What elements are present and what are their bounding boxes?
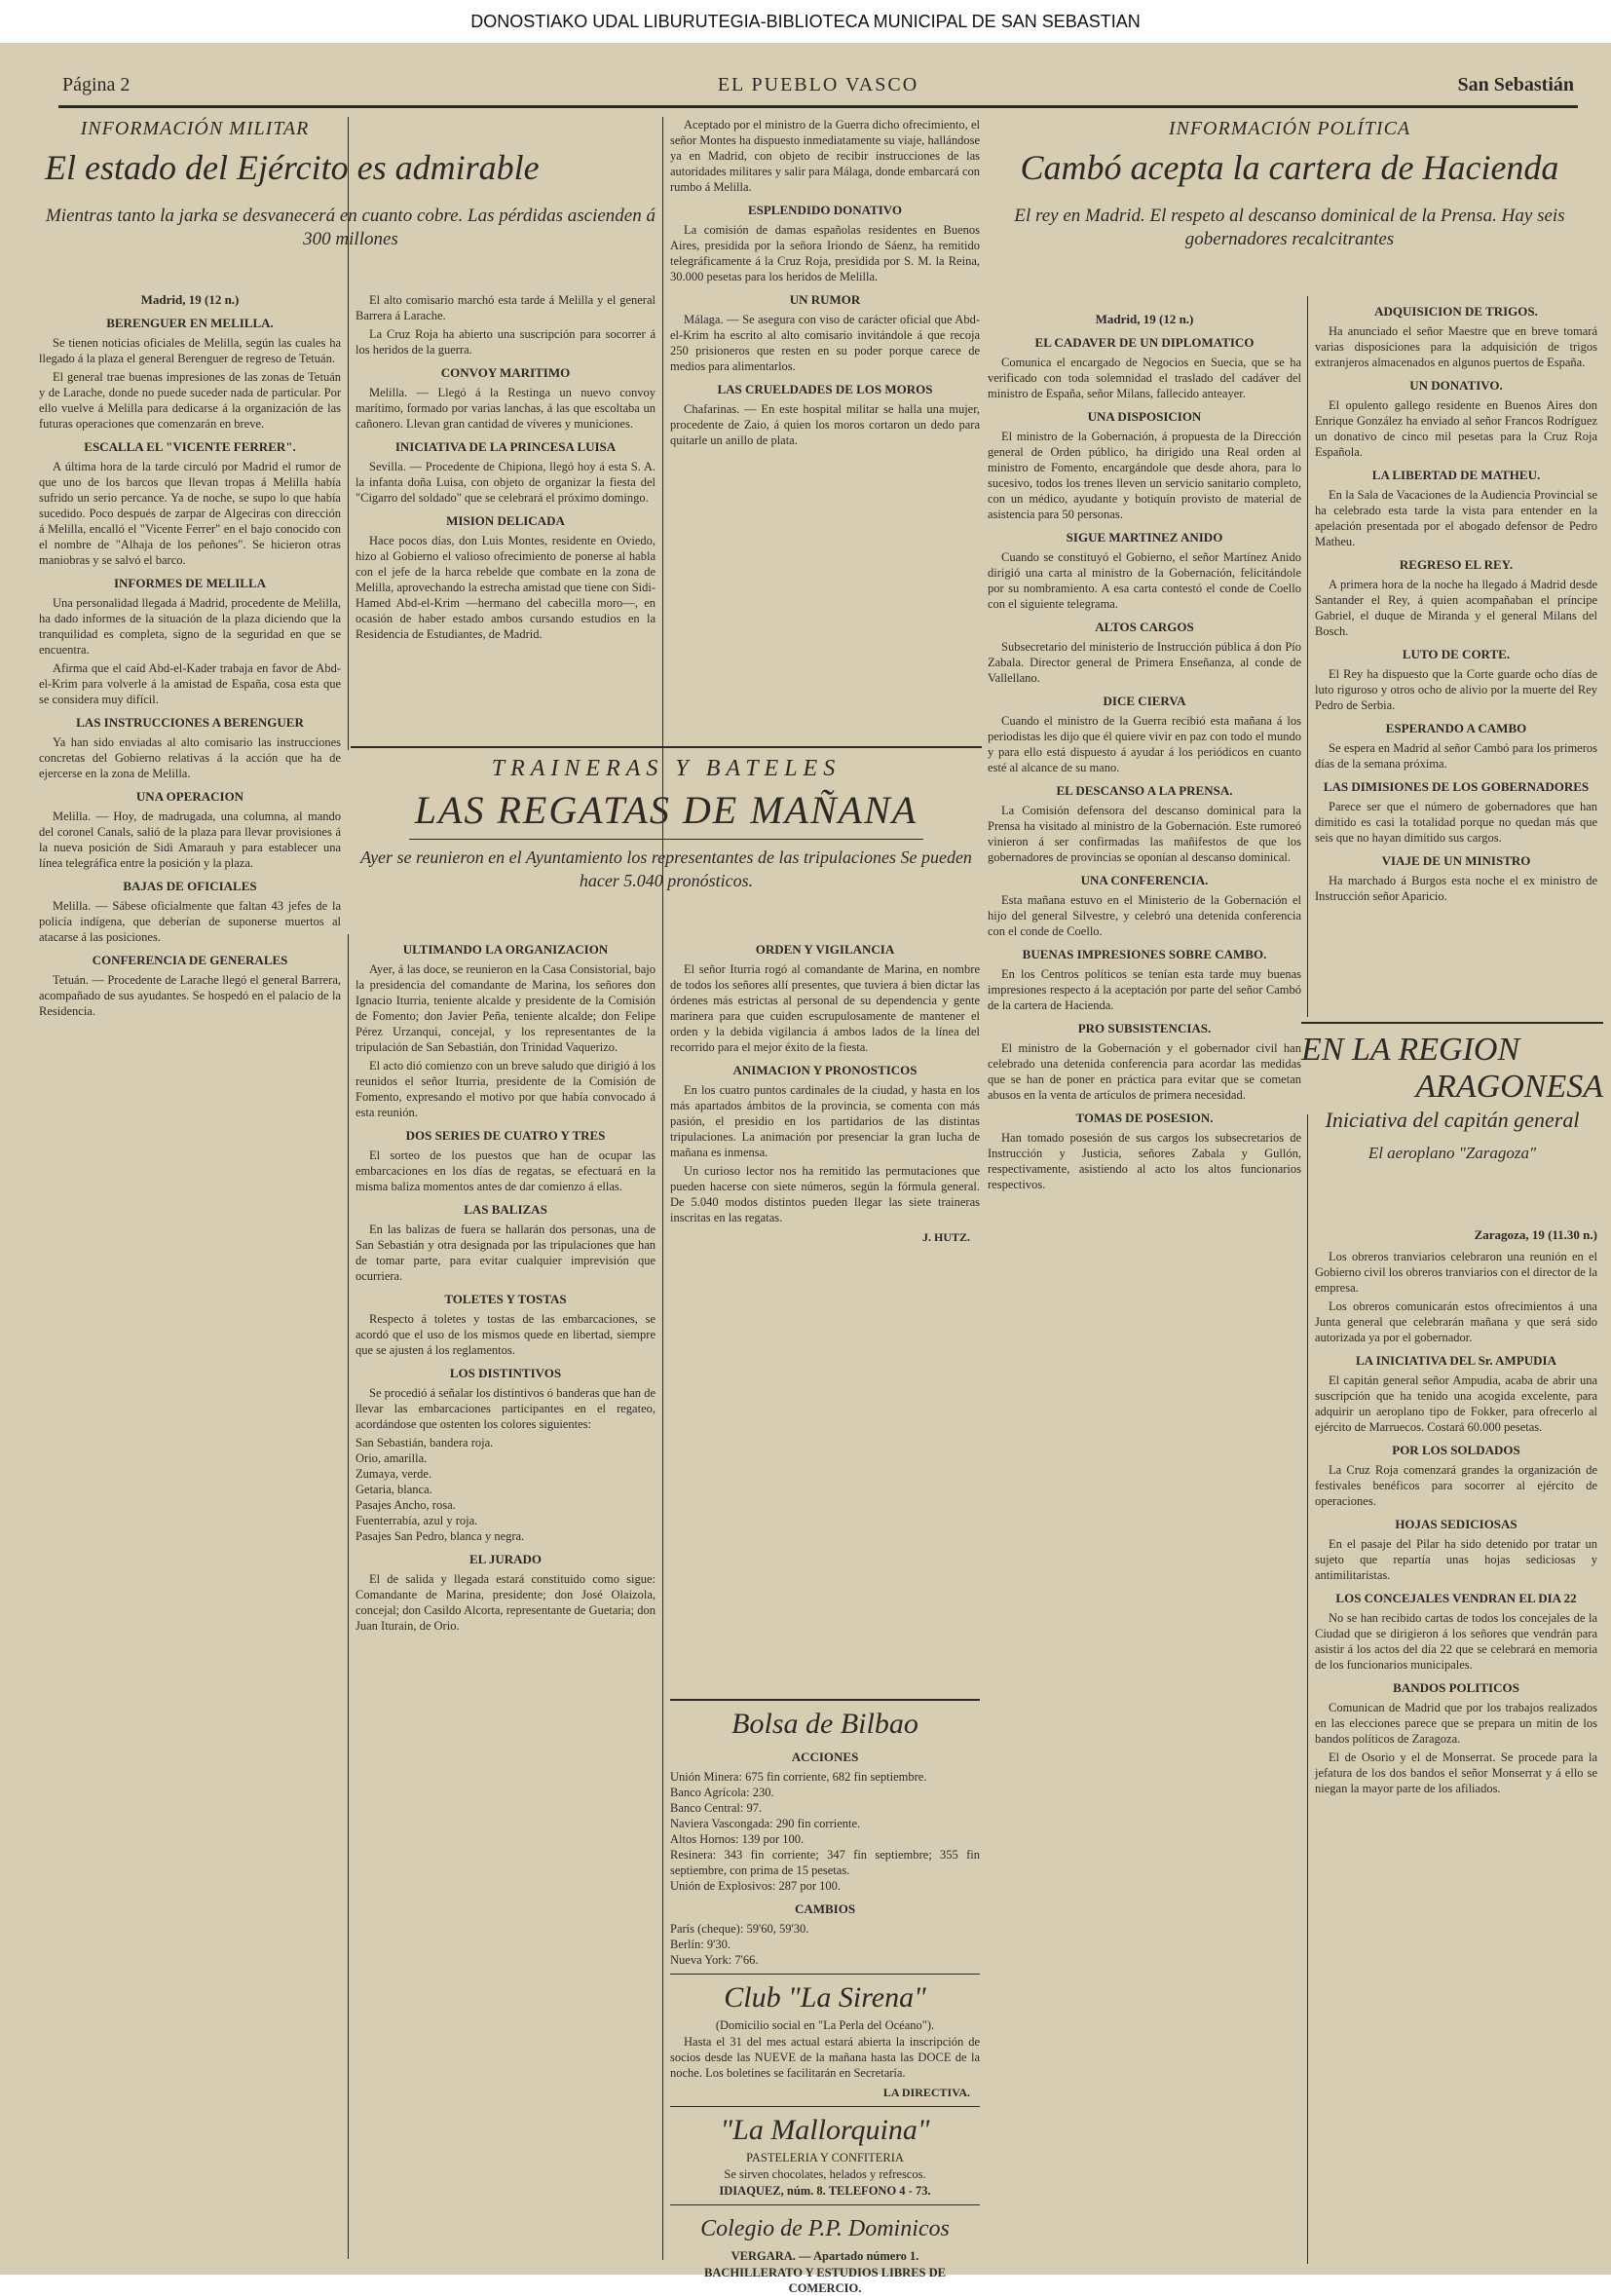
paragraph: El opulento gallego residente en Buenos Aires don Enrique González ha enviado al señor Francos Rodríguez un donativo de cinco mil pesetas para la Cruz Roja Española. <box>1315 398 1597 459</box>
column-3 <box>670 117 980 740</box>
subheading: EL DESCANSO A LA PRENSA. <box>1056 783 1233 798</box>
subheading: ESCALLA EL "VICENTE FERRER". <box>84 439 296 454</box>
paragraph: Ayer, á las doce, se reunieron en la Casa Consistorial, bajo la presidencia del comandante de Marina, los señores don Ignacio Iturria, teniente alcalde y presidente de la Comisión de Fomento; don Javier Peña, teniente alcalde; don Felipe Pérez Urzanqui, concejal, y los representantes de la tripulación de San Sebastián, don Trinidad Vaquerizo. <box>356 962 656 1054</box>
subheading: BUENAS IMPRESIONES SOBRE CAMBO. <box>1022 947 1267 961</box>
subheading: SIGUE MARTINEZ ANIDO <box>1066 530 1223 545</box>
column-rule <box>662 117 663 2260</box>
paragraph: El sorteo de los puestos que han de ocupar las embarcaciones en los días de regatas, se efectuará en la misma baliza momentos antes de dar comienzo á ellas. <box>356 1148 656 1193</box>
paragraph: El de Osorio y el de Monserrat. Se procede para la jefatura de los dos bandos el señor Monserrat y á ello se niegan la mayor parte de los afiliados. <box>1315 1750 1597 1795</box>
cambio-lines <box>670 1921 980 1968</box>
subheading: TOLETES Y TOSTAS <box>444 1292 567 1306</box>
subheading: CAMBIOS <box>794 1901 856 1916</box>
paragraph: El ministro de la Gobernación y el gobernador civil han celebrado una detenida conferencia para acordar las medidas que se han de poner en práctica para evitar que se cometan abusos en la venta de artículos de primera necesidad. <box>988 1041 1301 1102</box>
subheading: UN RUMOR <box>789 292 861 307</box>
page-number: Página 2 <box>62 74 131 95</box>
subheading: ACCIONES <box>791 1750 859 1764</box>
paragraph: Hace pocos días, don Luis Montes, residente en Oviedo, hizo al Gobierno el valioso ofrecimiento de ponerse al habla con el jefe de la harca rebelde que combate en la zona de Melilla, aprovechando la estrecha amistad que tiene con Sidi-Hamed Abd-el-Krim —hermano del cabecilla moro—, en ocasión de haber estado ambos cursando estudios en la Residencia de Estudiantes, de Madrid. <box>356 534 656 641</box>
masthead <box>58 66 1578 108</box>
bolsa-and-ads <box>670 1699 980 2295</box>
subheading: EL CADAVER DE UN DIPLOMATICO <box>1034 335 1255 350</box>
paragraph: Una personalidad llegada á Madrid, procedente de Melilla, ha dado informes de la situación de la plaza diciendo que la tranquilidad es completa, signo de la seguridad en que se encuentra. <box>39 596 341 657</box>
regatas-header <box>351 746 982 933</box>
headline-deck: Mientras tanto la jarka se desvanecerá en cuanto cobre. Las pérdidas ascienden á 300 millones <box>45 206 656 249</box>
paragraph: Chafarinas. — En este hospital militar se halla una mujer, procedente de Zaio, á quien los moros cortaron un dedo para quitarle un anillo de plata. <box>670 402 980 447</box>
subheading: ULTIMANDO LA ORGANIZACION <box>402 942 609 957</box>
regatas-column-a <box>356 934 656 2259</box>
dateline: Zaragoza, 19 (11.30 n.) <box>1474 1227 1597 1242</box>
column-6-bottom <box>1315 1222 1597 2264</box>
paragraph: Los obreros tranviarios celebraron una reunión en el Gobierno civil los obreros tranviarios con el director de la empresa. <box>1315 1250 1597 1295</box>
aragon-deck: Iniciativa del capitán general <box>1325 1108 1580 1132</box>
divider <box>670 2204 980 2205</box>
paragraph: El general trae buenas impresiones de las zonas de Tetuán y de Larache, donde no puede suceder nada de particular. Por ello vuelve á Melilla para dedicarse á la organización de las futuras operaciones que comenzarán en breve. <box>39 370 341 431</box>
subheading: LA LIBERTAD DE MATHEU. <box>1371 468 1541 482</box>
column-1 <box>39 286 341 2264</box>
paragraph: Comunican de Madrid que por los trabajos realizados en las elecciones parece que se prepara un mitin de los bandos políticos de Zaragoza. <box>1315 1701 1597 1746</box>
list-item: Unión Minera: 675 fin corriente, 682 fin septiembre. <box>670 1770 927 1784</box>
paragraph: El Rey ha dispuesto que la Corte guarde ocho días de luto riguroso y otros ocho de alivio por la muerte del Rey Pedro de Serbia. <box>1315 667 1597 712</box>
subheading: HOJAS SEDICIOSAS <box>1395 1517 1517 1531</box>
colegio-subtitle: VERGARA. — Apartado número 1. <box>731 2249 919 2263</box>
paragraph: Se procedió á señalar los distintivos ó banderas que han de llevar las embarcaciones participantes en el regateo, acordándose que ostenten los colores siguientes: <box>356 1386 656 1431</box>
list-item: Unión de Explosivos: 287 por 100. <box>670 1879 841 1893</box>
paragraph: Subsecretario del ministerio de Instrucción pública á don Pío Zabala. Director general de Primera Enseñanza, al conde de Vallellano. <box>988 640 1301 685</box>
subheading: LOS DISTINTIVOS <box>449 1366 562 1380</box>
aragon-header <box>1301 1022 1603 1219</box>
subheading: BANDOS POLITICOS <box>1393 1680 1519 1695</box>
subheading: LOS CONCEJALES VENDRAN EL DIA 22 <box>1335 1591 1577 1605</box>
paragraph: En las balizas de fuera se hallarán dos personas, una de San Sebastián y otra designada por las tripulaciones que han de tomar parte, para evitar cualquier imprevisión que ocurriera. <box>356 1223 656 1283</box>
regatas-deck: Ayer se reunieron en el Ayuntamiento los representantes de las tripulaciones Se pueden hacer 5.040 pronósticos. <box>360 847 972 890</box>
paragraph: En los cuatro puntos cardinales de la ciudad, y hasta en los más apartados ámbitos de la provincia, se comenta con más pasión, el presidio en los partidarios de las distintas tripulaciones. La animación por presenciar la gran lucha de mañana es inmensa. <box>670 1083 980 1159</box>
library-banner: DONOSTIAKO UDAL LIBURUTEGIA-BIBLIOTECA MUNICIPAL DE SAN SEBASTIAN <box>0 0 1611 43</box>
paragraph: Sevilla. — Procedente de Chipiona, llegó hoy á esta S. A. la infanta doña Luisa, con objeto de organizar la fiesta del "Cigarro del soldado" que se celebrará el próximo domingo. <box>356 460 656 505</box>
list-item: Getaria, blanca. <box>356 1483 432 1496</box>
paragraph: Esta mañana estuvo en el Ministerio de la Gobernación el hijo del general Silvestre, y celebró una detenida conferencia con el conde de Coello. <box>988 893 1301 938</box>
subheading: POR LOS SOLDADOS <box>1392 1443 1520 1457</box>
paragraph: Han tomado posesión de sus cargos los subsecretarios de Instrucción y Justicia, señores Zabala y Gullón, respectivamente, asistiendo al acto los altos funcionarios respectivos. <box>988 1131 1301 1191</box>
paragraph: El ministro de la Gobernación, á propuesta de la Dirección general de Orden público, ha dirigido una Real orden al ministro de Fomento, encargándole que desde ahora, para lo sucesivo, todos los trenes lleven un servicio sanitario completo, con un médico, ayudante y botiquín provisto de material de asistencia para 50 personas. <box>988 430 1301 521</box>
subheading: LAS CRUELDADES DE LOS MOROS <box>717 382 933 396</box>
paragraph: La comisión de damas españolas residentes en Buenos Aires, presidida por la señora Iriondo de Sáenz, ha remitido telegráficamente á la Cruz Roja, presidida por S. M. la Reina, 30.000 pesetas para los heridos de Melilla. <box>670 223 980 283</box>
subheading: LAS BALIZAS <box>464 1202 547 1217</box>
subheading: PRO SUBSISTENCIAS. <box>1077 1021 1212 1035</box>
list-item: Naviera Vascongada: 290 fin corriente. <box>670 1817 861 1830</box>
column-6 <box>1315 296 1597 1017</box>
politica-header <box>988 117 1592 312</box>
section-kicker: TRAINERAS Y BATELES <box>491 756 842 781</box>
list-item: Pasajes San Pedro, blanca y negra. <box>356 1529 525 1543</box>
subheading: ESPERANDO A CAMBO <box>1385 721 1527 735</box>
column-5 <box>988 306 1301 2264</box>
paragraph: El acto dió comienzo con un breve saludo que dirigió á los reunidos el señor Iturria, presidente de la Comisión de Fomento, expresando el motivo por que había convocado á esta reunión. <box>356 1059 656 1119</box>
list-item: Banco Central: 97. <box>670 1801 763 1815</box>
list-item: San Sebastián, bandera roja. <box>356 1436 494 1449</box>
subheading: UNA CONFERENCIA. <box>1080 873 1209 887</box>
column-rule <box>1307 1114 1308 2264</box>
paragraph: Málaga. — Se asegura con viso de carácter oficial que Abd-el-Krim ha escrito al alto comisario invitándole á que recoja 250 prisioneros que resten en su poder porque carece de medios para alimentarlos. <box>670 313 980 373</box>
subheading: INFORMES DE MELILLA <box>113 576 267 590</box>
paragraph: El capitán general señor Ampudia, acaba de abrir una suscripción que ha tenido una acogida excelente, para adquirir un aeroplano tipo de Fokker, para ofrecerlo al ejército de Marruecos. Costará 60.000 pesetas. <box>1315 1374 1597 1434</box>
paragraph: El alto comisario marchó esta tarde á Melilla y el general Barrera á Larache. <box>356 293 656 322</box>
sirena-title: Club "La Sirena" <box>724 1981 926 2014</box>
paragraph: Se espera en Madrid al señor Cambó para los primeros días de la semana próxima. <box>1315 741 1597 771</box>
paragraph: El señor Iturria rogó al comandante de Marina, en nombre de todos los señores allí presentes, que tuviera á bien dictar las órdenes más estrictas al personal de su dependencia y gente marinera para que cuiden escrupulosamente de mantener el orden y la debida vigilancia á ambos lados de la línea del recorrido para el mejor éxito de la fiesta. <box>670 962 980 1054</box>
aragon-deck-2: El aeroplano "Zaragoza" <box>1367 1144 1537 1162</box>
paragraph: Un curioso lector nos ha remitido las permutaciones que pueden hacerse con siete números, según la fórmula general. De 5.040 modos distintos pueden llegar las siete traineras inscritas en las regatas. <box>670 1164 980 1224</box>
subheading: ORDEN Y VIGILANCIA <box>755 942 895 957</box>
list-item: Nueva York: 7'66. <box>670 1953 759 1967</box>
paragraph: Melilla. — Hoy, de madrugada, una columna, al mando del coronel Canals, salió de la plaza para llevar provisiones á la nueva posición de Sidi Amarauh y para establecer una línea telegráfica entre la posición y la plaza. <box>39 809 341 870</box>
paragraph: En el pasaje del Pilar ha sido detenido por tratar un sujeto que repartía unas hojas sediciosas y antimilitaristas. <box>1315 1537 1597 1582</box>
city-name: San Sebastián <box>1457 74 1574 95</box>
divider <box>670 2106 980 2107</box>
bolsa-title: Bolsa de Bilbao <box>731 1708 918 1740</box>
subheading: BAJAS DE OFICIALES <box>123 879 257 893</box>
subheading: UN DONATIVO. <box>1409 378 1503 393</box>
paragraph: A última hora de la tarde circuló por Madrid el rumor de que uno de los barcos que llevan tropas á Melilla había sufrido un serio percance. Ya de noche, se supo lo que había sucedido. Poco después de zarpar de Algeciras con dirección á Melilla, encalló el "Vicente Ferrer" en el bajo conocido con el nombre de "Alhaja de los peñones". Se hicieron otras maniobras y se salvó el barco. <box>39 460 341 567</box>
subheading: MISION DELICADA <box>446 513 565 528</box>
subheading: CONVOY MARITIMO <box>440 365 571 380</box>
paragraph: La Cruz Roja comenzará grandes la organización de festivales benéficos para socorrer al ejército de operaciones. <box>1315 1463 1597 1508</box>
list-item: Pasajes Ancho, rosa. <box>356 1498 456 1512</box>
subheading: DOS SERIES DE CUATRO Y TRES <box>405 1128 606 1143</box>
column-rule <box>1307 296 1308 1017</box>
aragon-headline-2: ARAGONESA <box>1415 1069 1603 1105</box>
subheading: EL JURADO <box>468 1552 543 1566</box>
subheading: DICE CIERVA <box>1103 694 1186 708</box>
paragraph: Se tienen noticias oficiales de Melilla, según las cuales ha llegado á la plaza el general Berenguer de regreso de Tetuán. <box>39 336 341 365</box>
subheading: LAS DIMISIONES DE LOS GOBERNADORES <box>1323 779 1590 794</box>
subheading: INICIATIVA DE LA PRINCESA LUISA <box>394 439 617 454</box>
sirena-signature: LA DIRECTIVA. <box>882 2086 970 2099</box>
signature: J. HUTZ. <box>921 1230 970 1244</box>
subheading: LUTO DE CORTE. <box>1402 647 1511 661</box>
paragraph: La Cruz Roja ha abierto una suscripción para socorrer á los heridos de la guerra. <box>356 327 656 357</box>
paragraph: Ha anunciado el señor Maestre que en breve tomará varias disposiciones para la adquisición de trigos extranjeros almacenados en algunos puertos de España. <box>1315 324 1597 369</box>
divider <box>670 1974 980 1975</box>
aragon-headline-1: EN LA REGION <box>1301 1032 1520 1068</box>
subheading: VIAJE DE UN MINISTRO <box>1381 853 1531 868</box>
politica-deck: El rey en Madrid. El respeto al descanso dominical de la Prensa. Hay seis gobernadores recalcitrantes <box>1014 206 1565 249</box>
subheading: LAS INSTRUCCIONES A BERENGUER <box>76 715 304 730</box>
paragraph: Melilla. — Llegó á la Restinga un nuevo convoy marítimo, formado por varias lanchas, á las que escoltaba un cañonero. Llevan gran cantidad de víveres y municiones. <box>356 386 656 431</box>
list-item: Zumaya, verde. <box>356 1467 432 1481</box>
paragraph: Ya han sido enviadas al alto comisario las instrucciones concretas del Gobierno relativas á la acción que ha de ejercerse en la zona de Melilla. <box>39 735 341 780</box>
paragraph: A primera hora de la noche ha llegado á Madrid desde Santander el Rey, á quien acompañaban el príncipe Gabriel, el duque de Miranda y el general Milans del Bosch. <box>1315 578 1597 638</box>
list-item: Orio, amarilla. <box>356 1451 428 1465</box>
sirena-subtitle: (Domicilio social en "La Perla del Océano"). <box>715 2018 935 2032</box>
paragraph: Hasta el 31 del mes actual estará abierta la inscripción de socios desde las NUEVE de la mañana hasta las DOCE de la noche. Los boletines se facilitarán en Secretaría. <box>670 2035 980 2080</box>
subheading: TOMAS DE POSESION. <box>1075 1110 1214 1125</box>
paragraph: Afirma que el caíd Abd-el-Kader trabaja en favor de Abd-el-Krim para volverle á la amistad de España, cosa esta que se considera muy difícil. <box>39 661 341 706</box>
newspaper-page <box>0 43 1611 2295</box>
paragraph: Respecto á toletes y tostas de las embarcaciones, se acordó que el uso de los mismos quede en libertad, siempre que se ajusten á los reglamentos. <box>356 1312 656 1357</box>
subheading: ESPLENDIDO DONATIVO <box>747 203 903 217</box>
subheading: REGRESO EL REY. <box>1399 557 1514 572</box>
regatas-headline: LAS REGATAS DE MAÑANA <box>414 788 918 832</box>
colegio-title: Colegio de P.P. Dominicos <box>700 2216 950 2241</box>
list-item: Altos Hornos: 139 por 100. <box>670 1832 805 1846</box>
paragraph: La Comisión defensora del descanso dominical para la Prensa ha visitado al ministro de la Gobernación. Este rumoreó vinieron á ser confirmadas las mañifestos de que los gobernadores de provincias se oponían al descanso dominical. <box>988 804 1301 864</box>
subheading: LA INICIATIVA DEL Sr. AMPUDIA <box>1355 1353 1556 1368</box>
subheading: ALTOS CARGOS <box>1095 620 1194 634</box>
paragraph: Melilla. — Sábese oficialmente que faltan 43 jefes de la policía indígena, que deberían de suponerse muertos al atacarse á las posiciones. <box>39 899 341 944</box>
list-item: Berlín: 9'30. <box>670 1938 731 1951</box>
mallorquina-subtitle: PASTELERIA Y CONFITERIA <box>746 2151 904 2164</box>
paragraph: Aceptado por el ministro de la Guerra dicho ofrecimiento, el señor Montes ha dispuesto inmediatamente su viaje, hallándose ya en Madrid, con objeto de recibir instrucciones de las autoridades militares y salir para Málaga, donde embarcará con rumbo á Melilla. <box>670 118 980 194</box>
list-item: Banco Agrícola: 230. <box>670 1786 774 1799</box>
regatas-column-b <box>670 934 980 1791</box>
paragraph: En los Centros políticos se tenían esta tarde muy buenas impresiones respecto á la aceptación por parte del señor Cambó de la cartera de Hacienda. <box>988 967 1301 1012</box>
paragraph: Ha marchado á Burgos esta noche el ex ministro de Instrucción señor Aparicio. <box>1315 874 1597 903</box>
bolsa-lines <box>670 1769 980 1894</box>
paragraph: Comunica el encargado de Negocios en Suecia, que se ha verificado con toda solemnidad el traslado del cadáver del ministro de España, señor Milans, fallecido anteayer. <box>988 356 1301 400</box>
section-kicker: INFORMACIÓN MILITAR <box>80 118 310 139</box>
distintivos-list <box>356 1435 656 1544</box>
column-rule <box>348 934 349 2259</box>
divider <box>409 839 923 840</box>
subheading: ADQUISICION DE TRIGOS. <box>1374 304 1538 319</box>
paragraph: Parece ser que el número de gobernadores que han dimitido es casi la totalidad porque no quedan más que seis que no hayan dimitido sus cargos. <box>1315 800 1597 845</box>
paragraph: Tetuán. — Procedente de Larache llegó el general Barrera, acompañado de sus ayudantes. Se hospedó en el palacio de la Residencia. <box>39 973 341 1018</box>
paragraph: Cuando se constituyó el Gobierno, el señor Martínez Anido dirigió una carta al ministro de la Gobernación, felicitándole por su nombramiento. A esa carta contestó el conde de Coello con el siguiente telegrama. <box>988 550 1301 611</box>
subheading: CONFERENCIA DE GENERALES <box>92 953 288 967</box>
column-2 <box>356 292 656 740</box>
mallorquina-address: IDIAQUEZ, núm. 8. TELEFONO 4 - 73. <box>719 2184 931 2198</box>
mallorquina-text: Se sirven chocolates, helados y refrescos. <box>724 2167 926 2181</box>
mallorquina-title: "La Mallorquina" <box>720 2114 930 2146</box>
paragraph: No se han recibido cartas de todos los concejales de la Ciudad que se dirigieron á los señores que vendrán para asistir á los actos del día 22 que se celebrará en memoria de los funcionarios municipales. <box>1315 1611 1597 1672</box>
main-headline: El estado del Ejército es admirable <box>45 148 540 187</box>
paragraph: Los obreros comunicarán estos ofrecimientos á una Junta general que celebrarán mañana y que será sido autorizada ya por el gobernador. <box>1315 1299 1597 1344</box>
politica-headline: Cambó acepta la cartera de Hacienda <box>1020 148 1559 187</box>
list-item: Resinera: 343 fin corriente; 347 fin septiembre; 355 fin septiembre, con prima de 15 pesetas. <box>670 1848 980 1877</box>
subheading: BERENGUER EN MELILLA. <box>106 316 274 330</box>
paragraph: Cuando el ministro de la Guerra recibió esta mañana á los periodistas les dijo que él quiere vivir en paz con todo el mundo y para ello está dispuesto á ayudar á los periódicos en cuanto esté al alcance de su mano. <box>988 714 1301 774</box>
section-kicker: INFORMACIÓN POLÍTICA <box>1168 118 1411 139</box>
dateline: Madrid, 19 (12 n.) <box>1095 312 1194 326</box>
colegio-text: BACHILLERATO Y ESTUDIOS LIBRES DE COMERCIO. <box>704 2266 946 2295</box>
dateline: Madrid, 19 (12 n.) <box>140 292 240 307</box>
subheading: UNA DISPOSICION <box>1087 409 1202 424</box>
paragraph: En la Sala de Vacaciones de la Audiencia Provincial se ha celebrado esta tarde la vista para entender en la apelación presentada por el abogado defensor de Pedro Matheu. <box>1315 488 1597 548</box>
subheading: UNA OPERACION <box>135 789 244 804</box>
newspaper-name: EL PUEBLO VASCO <box>717 74 919 95</box>
list-item: París (cheque): 59'60, 59'30. <box>670 1922 809 1936</box>
subheading: ANIMACION Y PRONOSTICOS <box>732 1063 918 1077</box>
paragraph: El de salida y llegada estará constituido como sigue: Comandante de Marina, presidente; don José Olaizola, concejal; don Casildo Alcorta, representante de Guetaria; don Juan Iturain, de Orio. <box>356 1572 656 1633</box>
list-item: Fuenterrabía, azul y roja. <box>356 1514 478 1527</box>
